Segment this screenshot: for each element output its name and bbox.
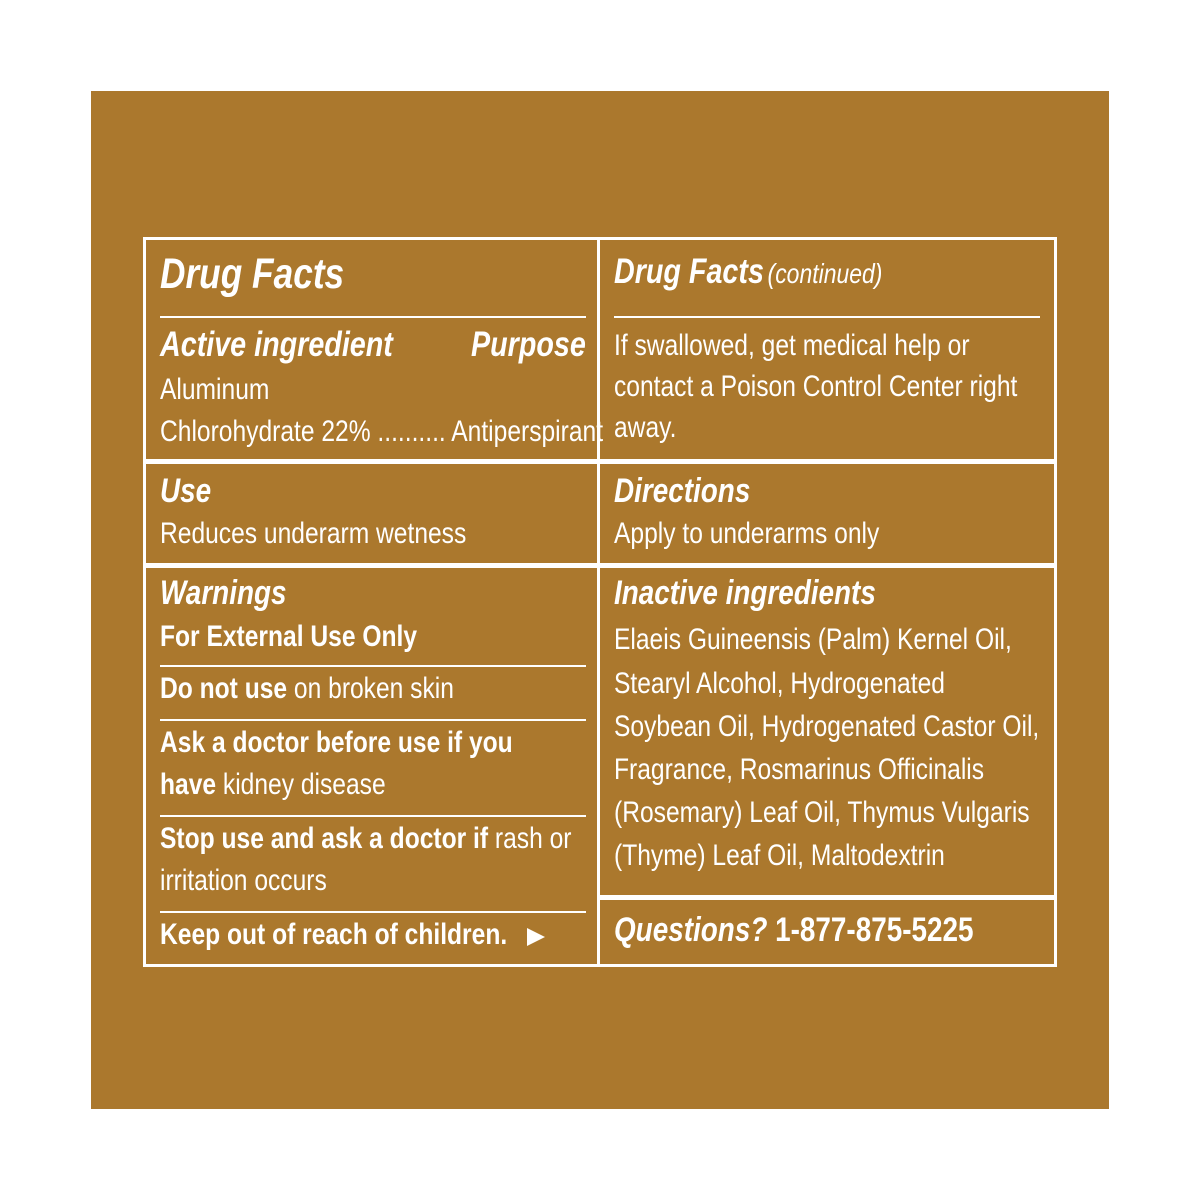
ask-have-bold: have	[160, 768, 217, 801]
rule-left-title	[160, 316, 586, 318]
use-text: Reduces underarm wetness	[160, 517, 467, 550]
inactive-line: Stearyl Alcohol, Hydrogenated	[614, 667, 945, 700]
questions-label: Questions?	[614, 911, 768, 949]
rule-warnings-3	[160, 815, 586, 817]
active-line-1: Aluminum	[160, 373, 270, 406]
right-title-suffix: (continued)	[767, 258, 883, 289]
stop-use-line-1	[160, 822, 662, 856]
external-use-text: For External Use Only	[160, 620, 418, 653]
use-heading: Use	[160, 472, 212, 510]
rule-warnings-2	[160, 719, 586, 721]
do-not-use-bold: Do not use	[160, 672, 288, 705]
stop-use-bold: Stop use and ask a doctor if	[160, 822, 489, 855]
active-ingredient-heading: Active ingredient	[160, 325, 393, 364]
keep-out-text: Keep out of reach of children.	[160, 918, 508, 951]
directions-text: Apply to underarms only	[614, 517, 880, 550]
ask-doctor-line-2	[160, 768, 435, 802]
stop-use-line-2: irritation occurs	[160, 864, 327, 897]
right-title-main: Drug Facts	[614, 252, 764, 291]
swallow-line-1: If swallowed, get medical help or	[614, 329, 970, 362]
rule-warnings-4	[160, 911, 586, 913]
inactive-heading: Inactive ingredients	[614, 574, 876, 612]
stop-use-text: rash or	[488, 822, 572, 855]
active-line-2: Chlorohydrate 22% .......... Antiperspirant	[160, 415, 604, 448]
swallow-line-3: away.	[614, 411, 677, 444]
questions-phone: 1-877-875-5225	[767, 911, 974, 949]
do-not-use-text: on broken skin	[287, 672, 454, 705]
inactive-line: (Thyme) Leaf Oil, Maltodextrin	[614, 839, 945, 872]
ask-kidney-text: kidney disease	[216, 768, 386, 801]
right-triangle-icon	[525, 926, 547, 948]
swallow-line-2: contact a Poison Control Center right	[614, 370, 1018, 403]
rule-right-title	[614, 316, 1040, 318]
directions-heading: Directions	[614, 472, 751, 510]
warnings-heading: Warnings	[160, 574, 287, 612]
left-title: Drug Facts	[160, 250, 345, 298]
inactive-line: (Rosemary) Leaf Oil, Thymus Vulgaris	[614, 796, 1030, 829]
inactive-line: Fragrance, Rosmarinus Officinalis	[614, 753, 985, 786]
do-not-use-line	[160, 672, 518, 706]
inactive-line: Soybean Oil, Hydrogenated Castor Oil,	[614, 710, 1040, 743]
ask-doctor-line-1: Ask a doctor before use if you	[160, 726, 513, 759]
questions-line	[614, 911, 1052, 950]
inactive-line: Elaeis Guineensis (Palm) Kernel Oil,	[614, 623, 1012, 656]
right-title	[614, 252, 941, 292]
purpose-heading: Purpose	[471, 325, 586, 364]
rule-warnings-1	[160, 665, 586, 667]
